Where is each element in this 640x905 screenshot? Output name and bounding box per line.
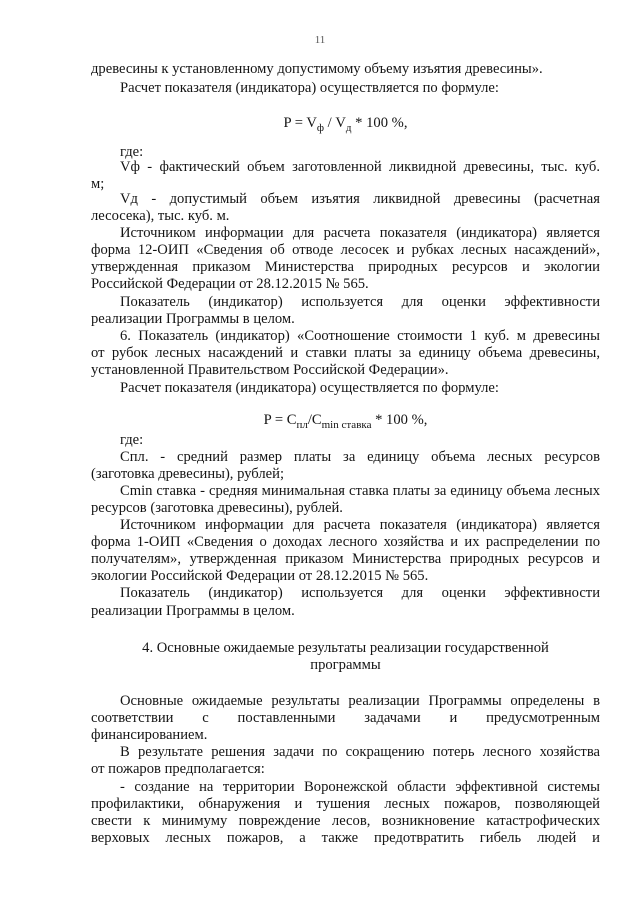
- text-line: 6. Показатель (индикатор) «Соотношение стоимости 1 куб. м древесины: [120, 328, 600, 344]
- text-line: соответствии с поставленными задачами и предусмотренным: [91, 710, 600, 726]
- formula-part: * 100 %,: [371, 412, 428, 428]
- text-line: реализации Программы в целом.: [91, 311, 295, 327]
- text-line: экологии Российской Федерации от 28.12.2015 № 565.: [91, 568, 429, 584]
- text-line: (заготовка древесины), рублей;: [91, 466, 284, 482]
- formula-subscript: д: [345, 121, 352, 134]
- text-line: древесины к установленному допустимому объему изъятия древесины».: [91, 61, 543, 77]
- text-line: Cmin ставка - средняя минимальная ставка платы за единицу объема лесных: [120, 483, 600, 499]
- formula-2: [91, 412, 600, 434]
- text-line: утвержденная приказом Министерства природных ресурсов и экологии: [91, 259, 600, 275]
- formula-part: P = C: [263, 412, 297, 428]
- text-line: финансированием.: [91, 727, 208, 743]
- text-line: Источником информации для расчета показателя (индикатора) является: [120, 225, 600, 241]
- text-line: Vд - допустимый объем изъятия ликвидной древесины (расчетная: [120, 191, 600, 207]
- text-line: профилактики, обнаружения и тушения лесных пожаров, позволяющей: [91, 796, 600, 812]
- page-number: 11: [314, 34, 326, 46]
- formula-part: /C: [307, 412, 322, 428]
- text-line: получателям», утвержденная приказом Министерства природных ресурсов и: [91, 551, 600, 567]
- text-line: лесосека), тыс. куб. м.: [91, 208, 230, 224]
- text-line: Расчет показателя (индикатора) осуществляется по формуле:: [120, 80, 499, 96]
- text-line: установленной Правительством Российской Федерации».: [91, 362, 449, 378]
- formula-part: / V: [324, 115, 346, 131]
- text-line: м;: [91, 176, 105, 192]
- formula-subscript: ф: [316, 121, 325, 134]
- text-line: реализации Программы в целом.: [91, 603, 295, 619]
- text-line: где:: [120, 432, 144, 448]
- text-line: от пожаров предполагается:: [91, 761, 265, 777]
- text-line: Показатель (индикатор) используется для оценки эффективности: [120, 294, 600, 310]
- text-line: форма 12-ОИП «Сведения об отводе лесосек и рубках лесных насаждений»,: [91, 242, 600, 258]
- formula-1: [91, 115, 600, 137]
- text-line: форма 1-ОИП «Сведения о доходах лесного хозяйства и их распределении по: [91, 534, 600, 550]
- text-line: верховых лесных пожаров, а также предотвратить гибель людей и: [91, 830, 600, 846]
- formula-part: * 100 %,: [351, 115, 408, 131]
- text-line: В результате решения задачи по сокращению потерь лесного хозяйства: [120, 744, 600, 760]
- formula-subscript: min ставка: [321, 418, 372, 431]
- section-heading: программы: [310, 657, 381, 673]
- text-line: где:: [120, 144, 144, 160]
- text-line: Основные ожидаемые результаты реализации Программы определены в: [120, 693, 600, 709]
- formula-subscript: пл: [296, 418, 308, 431]
- text-line: Cпл. - средний размер платы за единицу объема лесных ресурсов: [120, 449, 600, 465]
- text-line: Показатель (индикатор) используется для оценки эффективности: [120, 585, 600, 601]
- section-heading: 4. Основные ожидаемые результаты реализации государственной: [142, 640, 549, 656]
- text-line: Расчет показателя (индикатора) осуществляется по формуле:: [120, 380, 499, 396]
- text-line: от рубок лесных насаждений и ставки платы за единицу объема древесины,: [91, 345, 600, 361]
- text-line: свести к минимуму повреждение лесов, возникновение катастрофических: [91, 813, 600, 829]
- formula-part: P = V: [283, 115, 317, 131]
- text-line: Vф - фактический объем заготовленной ликвидной древесины, тыс. куб.: [120, 159, 600, 175]
- text-line: ресурсов (заготовка древесины), рублей.: [91, 500, 343, 516]
- text-line: Российской Федерации от 28.12.2015 № 565.: [91, 276, 369, 292]
- text-line: Источником информации для расчета показателя (индикатора) является: [120, 517, 600, 533]
- text-line: - создание на территории Воронежской области эффективной системы: [120, 779, 600, 795]
